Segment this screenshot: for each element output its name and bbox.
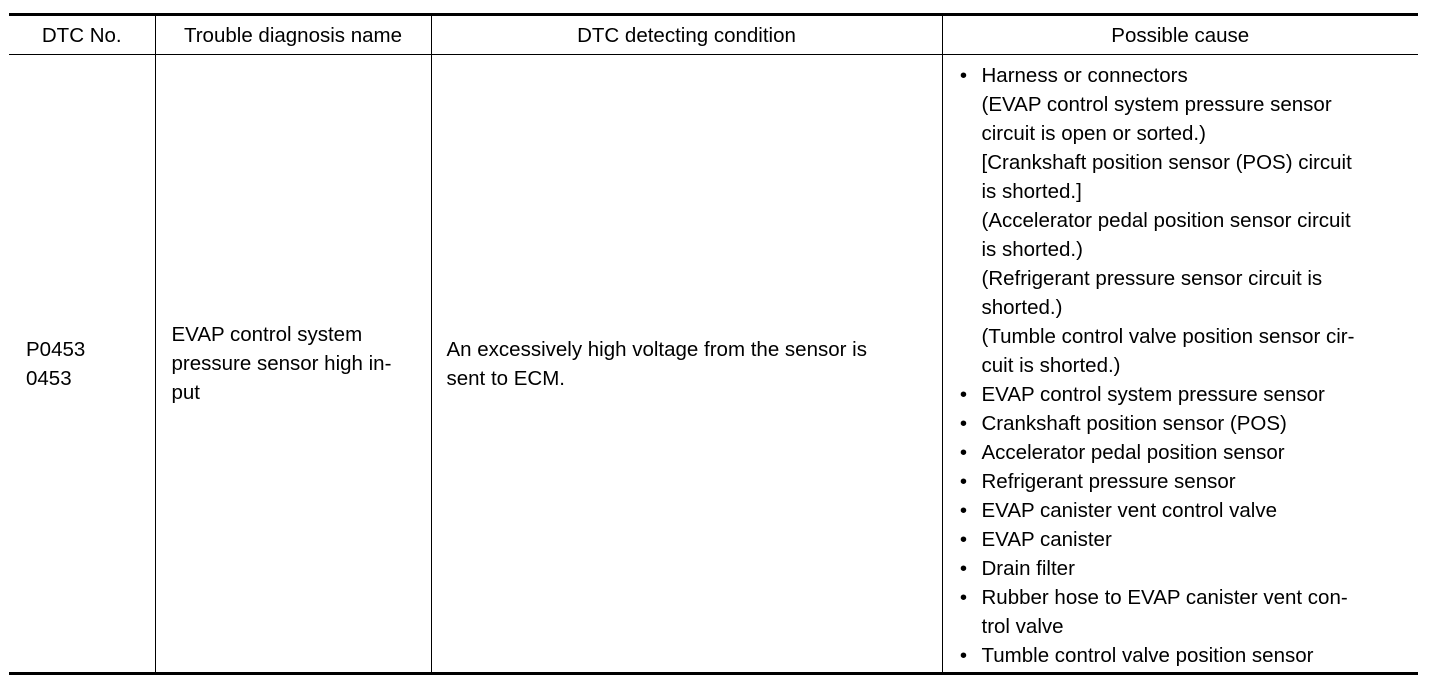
list-item: [957, 467, 1419, 496]
table-row: [9, 55, 1418, 674]
name-line: EVAP control system: [171, 323, 363, 346]
list-item: [957, 525, 1419, 554]
bullet-icon: •: [959, 528, 968, 551]
bullet-icon: •: [959, 441, 968, 464]
dtc-code: P0453: [26, 337, 86, 361]
cause-line: (Tumble control valve position sensor cir-: [981, 325, 1355, 348]
cause-line: Refrigerant pressure sensor: [981, 470, 1236, 493]
condition-line: sent to ECM.: [446, 366, 565, 390]
condition-line: An excessively high voltage from the sensor is: [446, 337, 867, 361]
list-item: [957, 641, 1419, 670]
bullet-icon: •: [959, 499, 968, 522]
bullet-icon: •: [959, 586, 968, 609]
cause-line: EVAP control system pressure sensor: [981, 383, 1325, 406]
bullet-icon: •: [959, 412, 968, 435]
list-item: [957, 496, 1419, 525]
list-item: [957, 380, 1419, 409]
cause-line: Drain filter: [981, 557, 1075, 580]
cause-line: Rubber hose to EVAP canister vent con-: [981, 586, 1348, 609]
header-dtc-detecting-condition: DTC detecting condition: [431, 15, 942, 55]
header-row: [9, 15, 1418, 55]
name-line: put: [171, 381, 200, 404]
cause-line: cuit is shorted.): [981, 354, 1121, 377]
bullet-icon: •: [959, 470, 968, 493]
bullet-icon: •: [959, 64, 968, 87]
cause-line: Tumble control valve position sensor: [981, 644, 1314, 667]
header-trouble-diagnosis-name: Trouble diagnosis name: [155, 15, 431, 55]
header-possible-cause: Possible cause: [942, 15, 1418, 55]
cause-line: is shorted.): [981, 238, 1083, 261]
list-item: [957, 583, 1419, 641]
cause-line: shorted.): [981, 296, 1063, 319]
bullet-icon: •: [959, 383, 968, 406]
cause-line: [Crankshaft position sensor (POS) circuit: [981, 151, 1352, 174]
cause-line: (Accelerator pedal position sensor circuit: [981, 209, 1351, 232]
list-item: [957, 61, 1419, 380]
possible-cause-cell: [942, 55, 1418, 674]
cause-line: (EVAP control system pressure sensor: [981, 93, 1332, 116]
cause-line: Harness or connectors: [981, 64, 1188, 87]
cause-line: Crankshaft position sensor (POS): [981, 412, 1287, 435]
bullet-icon: •: [959, 644, 968, 667]
name-line: pressure sensor high in-: [171, 352, 392, 375]
list-item: [957, 438, 1419, 467]
list-item: [957, 409, 1419, 438]
cause-line: circuit is open or sorted.): [981, 122, 1206, 145]
bullet-icon: •: [959, 557, 968, 580]
detecting-condition-cell: [431, 55, 942, 674]
dtc-code: 0453: [26, 366, 72, 390]
cause-line: is shorted.]: [981, 180, 1082, 203]
header-dtc-no: DTC No.: [9, 15, 155, 55]
dtc-no-cell: [9, 55, 155, 674]
possible-cause-list: [943, 61, 1419, 670]
cause-line: trol valve: [981, 615, 1064, 638]
cause-line: (Refrigerant pressure sensor circuit is: [981, 267, 1323, 290]
cause-line: EVAP canister: [981, 528, 1112, 551]
cause-line: EVAP canister vent control valve: [981, 499, 1277, 522]
trouble-diagnosis-name-cell: [155, 55, 431, 674]
dtc-table: [9, 13, 1418, 675]
list-item: [957, 554, 1419, 583]
cause-line: Accelerator pedal position sensor: [981, 441, 1285, 464]
